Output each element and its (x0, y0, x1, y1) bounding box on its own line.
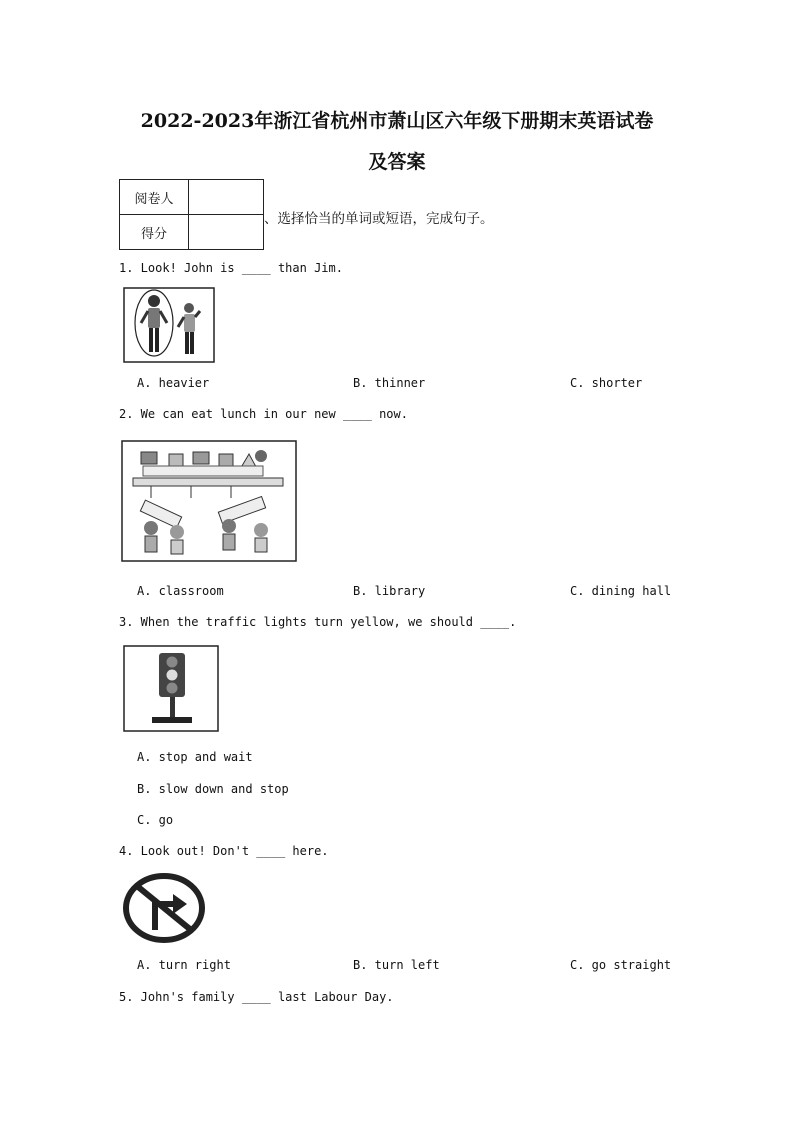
score-cell (189, 215, 264, 250)
question-4: 4. Look out! Don't ____ here. (119, 844, 329, 858)
q2-option-c: C. dining hall (570, 584, 672, 598)
page-title: 2022-2023年浙江省杭州市萧山区六年级下册期末英语试卷 (140, 110, 654, 132)
question-5: 5. John's family ____ last Labour Day. (119, 990, 394, 1004)
q3-option-b: B. slow down and stop (137, 782, 289, 796)
question-2: 2. We can eat lunch in our new ____ now. (119, 407, 408, 421)
score-table (119, 179, 264, 250)
page-title-continued: 及答案 (368, 151, 426, 173)
score-label: 得分 (120, 215, 189, 250)
no-right-turn-sign (121, 872, 207, 944)
q1-option-a: A. heavier (137, 376, 210, 390)
reviewer-label: 阅卷人 (120, 180, 189, 215)
reviewer-cell (189, 180, 264, 215)
question-1: 1. Look! John is ____ than Jim. (119, 261, 343, 275)
two-boys-picture (123, 287, 215, 363)
question-3: 3. When the traffic lights turn yellow, we should ____. (119, 615, 517, 629)
q3-option-a: A. stop and wait (137, 750, 253, 764)
q3-option-c: C. go (137, 813, 174, 827)
q4-option-b: B. turn left (353, 958, 440, 972)
q4-option-a: A. turn right (137, 958, 231, 972)
dining-hall-picture (121, 440, 297, 562)
q4-option-c: C. go straight (570, 958, 672, 972)
q2-option-b: B. library (353, 584, 426, 598)
q1-option-c: C. shorter (570, 376, 643, 390)
q2-option-a: A. classroom (137, 584, 224, 598)
section-heading: 、选择恰当的单词或短语，完成句子。 (264, 211, 494, 227)
q1-option-b: B. thinner (353, 376, 426, 390)
traffic-light-picture (123, 645, 219, 732)
